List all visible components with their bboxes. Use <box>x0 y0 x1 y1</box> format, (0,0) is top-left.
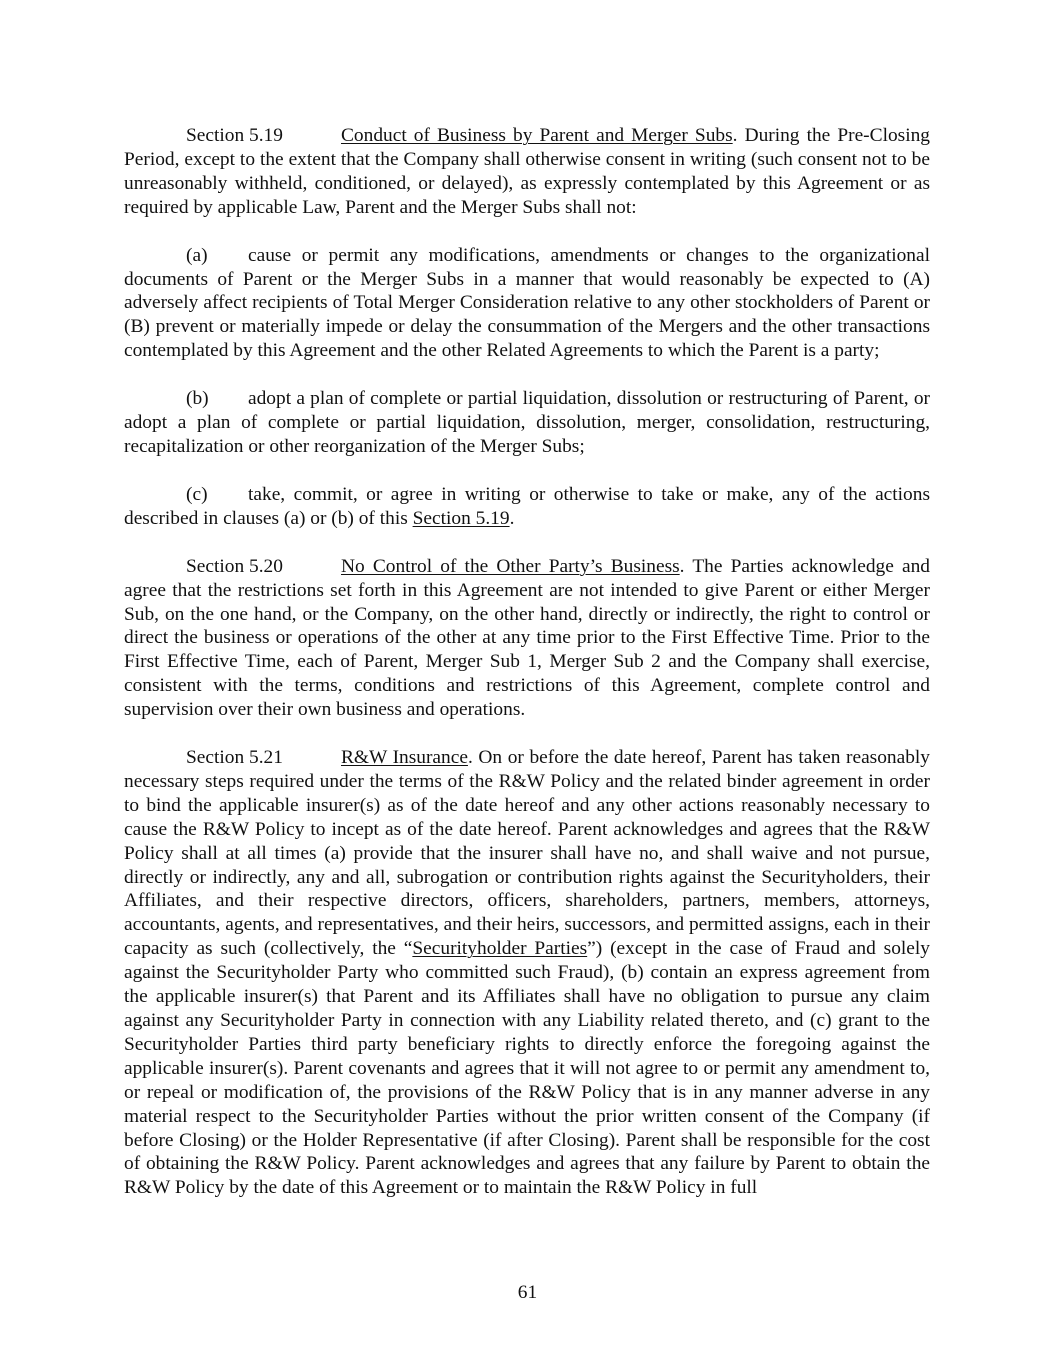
section-cross-reference: Section 5.19 <box>412 507 510 529</box>
clause-label: (a) <box>186 244 208 266</box>
page-number: 61 <box>517 1282 538 1303</box>
section-body: . The Parties acknowledge and agree that the restrictions set forth in this Agreement are not intended to give Parent or either Merger Sub, on the one hand, or the Company, on the other hand, directly or indirectly, the right to control or direct the business or operations of the other at any time prior to the First Effective Time. Prior to the First Effective Time, each of Parent, Merger Sub 1, Merger Sub 2 and the Company shall exercise, consistent with the terms, conditions and restrictions of this Agreement, complete control and supervision over their own business and operations. <box>124 555 930 721</box>
clause-text: adopt a plan of complete or partial liquidation, dissolution or restructuring of Parent, or adopt a plan of complete or partial liquidation, dissolution, merger, consolidation, restructuring, recapitalization or other reorganization of the Merger Subs; <box>124 388 930 457</box>
section-number: Section 5.21 <box>186 747 283 769</box>
clause-end: . <box>509 507 515 529</box>
clause-a-paragraph <box>124 244 930 364</box>
section-heading: R&W Insurance <box>341 747 468 769</box>
section-body: . During the Pre-Closing Period, except to the extent that the Company shall otherwise consent in writing (such consent not to be unreasonably withheld, conditioned, or delayed), as expressly contemplated by this Agreement or as required by applicable Law, Parent and the Merger Subs shall not: <box>124 125 930 218</box>
clause-c-paragraph <box>124 483 930 531</box>
clause-label: (b) <box>186 388 209 410</box>
clause-text: cause or permit any modifications, amendments or changes to the organizational documents of Parent or the Merger Subs in a manner that would reasonably be expected to (A) adversely affect recipients of Total Merger Consideration relative to any other stockholders of Parent or (B) prevent or materially impede or delay the consummation of the Mergers and the other transactions contemplated by this Agreement and the other Related Agreements to which the Parent is a party; <box>124 244 930 362</box>
clause-text: take, commit, or agree in writing or otherwise to take or make, any of the actions described in clauses (a) or (b) of this <box>124 483 930 529</box>
defined-term: Securityholder Parties <box>412 938 588 960</box>
clause-label: (c) <box>186 483 208 505</box>
section-5-20-paragraph <box>124 555 930 722</box>
section-heading: No Control of the Other Party’s Business <box>341 555 680 577</box>
section-number: Section 5.20 <box>186 555 283 577</box>
section-body-part-2: ”) (except in the case of Fraud and solely against the Securityholder Party who committed such Fraud), (b) contain an express agreement from the applicable insurer(s) that Parent and its Affiliates shall have no obligation to pursue any claim against any Securityholder Party in connection with any Liability related thereto, and (c) grant to the Securityholder Parties third party beneficiary rights to directly enforce the foregoing against the applicable insurer(s). Parent covenants and agrees that it will not agree to or permit any amendment to, or repeal or modification of, the provisions of the R&W Policy that is in any manner adverse in any material respect to the Securityholder Parties without the prior written consent of the Company (if before Closing) or the Holder Representative (if after Closing). Parent shall be responsible for the cost of obtaining the R&W Policy. Parent acknowledges and agrees that any failure by Parent to obtain the R&W Policy by the date of this Agreement or to maintain the R&W Policy in full <box>124 938 930 1199</box>
clause-b-paragraph <box>124 387 930 459</box>
section-body-part-1: . On or before the date hereof, Parent has taken reasonably necessary steps required under the terms of the R&W Policy and the related binder agreement in order to bind the applicable insurer(s) as of the date hereof and any other actions reasonably necessary to cause the R&W Policy to incept as of the date hereof. Parent acknowledges and agrees that the R&W Policy shall at all times (a) provide that the insurer shall have no, and shall waive and not pursue, directly or indirectly, any and all, subrogation or contribution rights against the Securityholders, their Affiliates, and their respective directors, officers, shareholders, partners, members, attorneys, accountants, agents, and representatives, and their heirs, successors, and permitted assigns, each in their capacity as such (collectively, the “ <box>124 747 930 960</box>
document-page <box>124 124 930 1200</box>
section-number: Section 5.19 <box>186 125 283 146</box>
section-5-21-paragraph <box>124 746 930 1200</box>
section-5-19-paragraph <box>124 124 930 220</box>
section-heading: Conduct of Business by Parent and Merger Subs <box>341 125 733 146</box>
